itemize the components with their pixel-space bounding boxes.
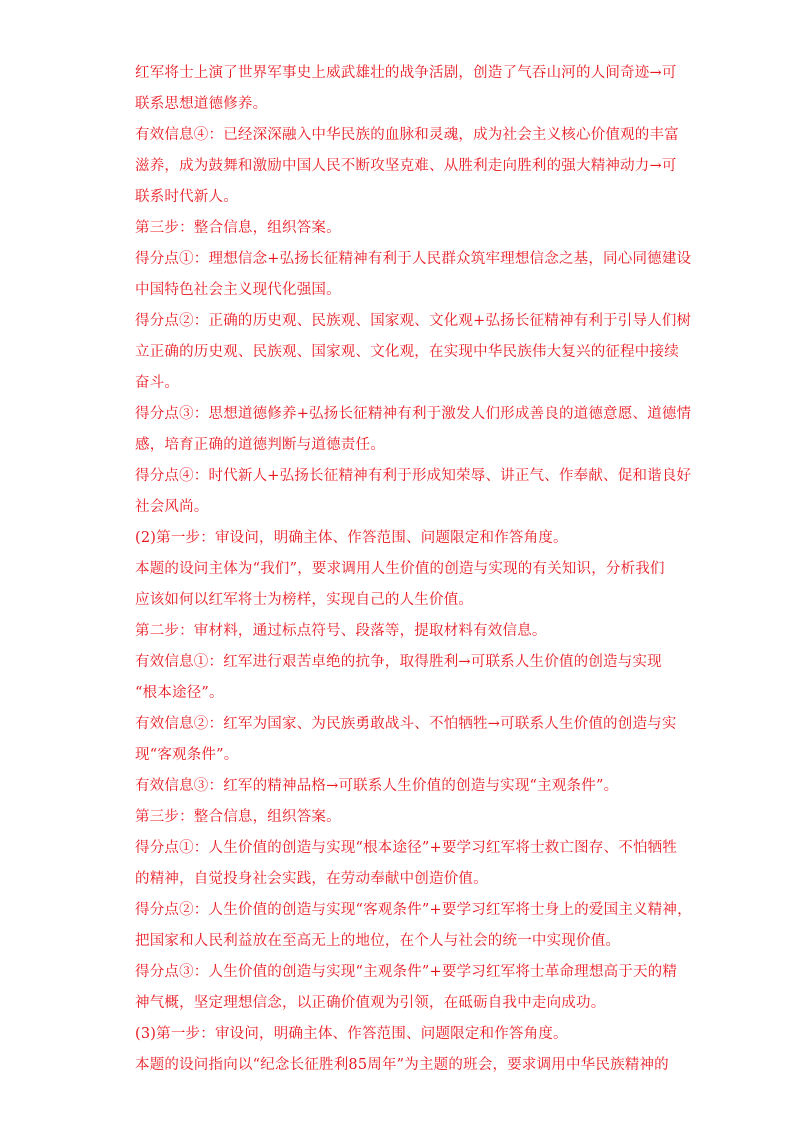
text-line: 滋养，成为鼓舞和激励中国人民不断攻坚克难、从胜利走向胜利的强大精神动力→可 bbox=[135, 158, 677, 174]
text-line: 得分点③：思想道德修养+弘扬长征精神有利于激发人们形成善良的道德意愿、道德情 bbox=[135, 406, 692, 422]
text-line: 联系时代新人。 bbox=[135, 189, 238, 205]
text-line: 本题的设问主体为“我们”，要求调用人生价值的创造与实现的有关知识，分析我们 bbox=[135, 561, 665, 577]
text-line: 第二步：审材料，通过标点符号、段落等，提取材料有效信息。 bbox=[135, 623, 547, 639]
text-line: 立正确的历史观、民族观、国家观、文化观，在实现中华民族伟大复兴的征程中接续 bbox=[135, 344, 679, 360]
text-line: 应该如何以红军将士为榜样，实现自己的人生价值。 bbox=[135, 592, 474, 608]
text-line: 第三步：整合信息，组织答案。 bbox=[135, 809, 341, 825]
text-line: 得分点③：人生价值的创造与实现“主观条件”+要学习红军将士革命理想高于天的精 bbox=[135, 964, 678, 980]
text-line: 中国特色社会主义现代化强国。 bbox=[135, 282, 341, 298]
text-line: 有效信息①：红军进行艰苦卓绝的抗争，取得胜利→可联系人生价值的创造与实现 bbox=[135, 654, 662, 670]
text-line: 把国家和人民利益放在至高无上的地位，在个人与社会的统一中实现价值。 bbox=[135, 933, 621, 949]
text-line: 得分点②：正确的历史观、民族观、国家观、文化观+弘扬长征精神有利于引导人们树 bbox=[135, 313, 692, 329]
text-line: 奋斗。 bbox=[135, 375, 180, 391]
text-line: 感，培育正确的道德判断与道德责任。 bbox=[135, 437, 385, 453]
text-line: 得分点②：人生价值的创造与实现“客观条件”+要学习红军将士身上的爱国主义精神， bbox=[135, 902, 692, 918]
text-line: 有效信息②：红军为国家、为民族勇敢战斗、不怕牺牲→可联系人生价值的创造与实 bbox=[135, 716, 677, 732]
text-line: 联系思想道德修养。 bbox=[135, 96, 268, 112]
text-line: 得分点④：时代新人+弘扬长征精神有利于形成知荣辱、讲正气、作奉献、促和谐良好 bbox=[135, 468, 692, 484]
text-line: 本题的设问指向以“纪念长征胜利85周年”为主题的班会，要求调用中华民族精神的 bbox=[135, 1057, 669, 1073]
text-line: 现“客观条件”。 bbox=[135, 747, 239, 763]
text-line: 第三步：整合信息，组织答案。 bbox=[135, 220, 341, 236]
text-line: 的精神，自觉投身社会实践，在劳动奉献中创造价值。 bbox=[135, 871, 488, 887]
text-line: 神气概，坚定理想信念，以正确价值观为引领，在砥砺自我中走向成功。 bbox=[135, 995, 606, 1011]
text-line: 有效信息③：红军的精神品格→可联系人生价值的创造与实现“主观条件”。 bbox=[135, 778, 619, 794]
text-line: 红军将士上演了世界军事史上威武雄壮的战争活剧，创造了气吞山河的人间奇迹→可 bbox=[135, 65, 677, 81]
text-line: 社会风尚。 bbox=[135, 499, 209, 515]
text-line: 得分点①：理想信念+弘扬长征精神有利于人民群众筑牢理想信念之基，同心同德建设 bbox=[135, 251, 692, 267]
text-line: (2)第一步：审设问，明确主体、作答范围、问题限定和作答角度。 bbox=[135, 530, 568, 546]
text-line: (3)第一步：审设问，明确主体、作答范围、问题限定和作答角度。 bbox=[135, 1026, 568, 1042]
text-line: 有效信息④：已经深深融入中华民族的血脉和灵魂，成为社会主义核心价值观的丰富 bbox=[135, 127, 679, 143]
text-line: 得分点①：人生价值的创造与实现“根本途径”+要学习红军将士救亡图存、不怕牺牲 bbox=[135, 840, 678, 856]
text-line: “根本途径”。 bbox=[135, 685, 224, 701]
